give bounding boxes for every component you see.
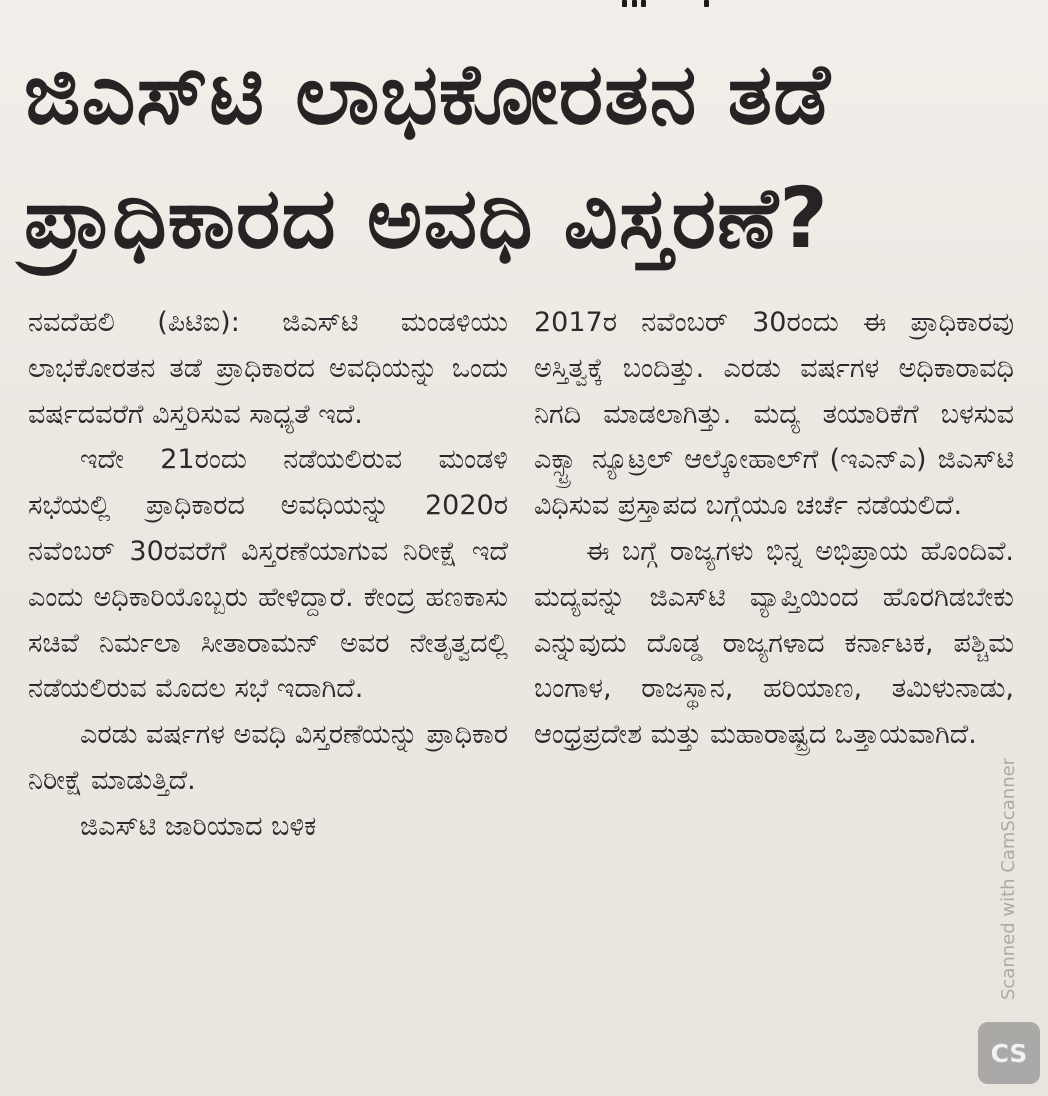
headline-line-2: ಪ್ರಾಧಿಕಾರದ ಅವಧಿ ವಿಸ್ತರಣೆ? xyxy=(24,169,829,267)
article-paragraph: ಎರಡು ವರ್ಷಗಳ ಅವಧಿ ವಿಸ್ತರಣೆಯನ್ನು ಪ್ರಾಧಿಕಾರ ನಿರೀಕ್ಷೆ ಮಾಡುತ್ತಿದೆ. xyxy=(28,719,508,796)
article-left-column xyxy=(28,300,508,850)
article-paragraph: ಇದೇ 21ರಂದು ನಡೆಯಲಿರುವ ಮಂಡಳಿ ಸಭೆಯಲ್ಲಿ ಪ್ರಾಧಿಕಾರದ ಅವಧಿಯನ್ನು 2020ರ ನವೆಂಬರ್ 30ರವರೆಗೆ ವಿಸ್ತರಣೆಯಾಗುವ ನಿರೀಕ್ಷೆ ಇದೆ ಎಂದು ಅಧಿಕಾರಿಯೊಬ್ಬರು ಹೇಳಿದ್ದಾರೆ. ಕೇಂದ್ರ ಹಣಕಾಸು ಸಚಿವೆ ನಿರ್ಮಲಾ ಸೀತಾರಾಮನ್ ಅವರ ನೇತೃತ್ವದಲ್ಲಿ ನಡೆಯಲಿರುವ ಮೊದಲ ಸಭೆ ಇದಾಗಿದೆ. xyxy=(28,444,508,705)
article-paragraph: 2017ರ ನವೆಂಬರ್ 30ರಂದು ಈ ಪ್ರಾಧಿಕಾರವು ಅಸ್ತಿತ್ವಕ್ಕೆ ಬಂದಿತ್ತು. ಎರಡು ವರ್ಷಗಳ ಅಧಿಕಾರಾವಧಿ ನಿಗದಿ ಮಾಡಲಾಗಿತ್ತು. ಮದ್ಯ ತಯಾರಿಕೆಗೆ ಬಳಸುವ ಎಕ್ಸ್ಟ್ರಾ ನ್ಯೂಟ್ರಲ್ ಆಲ್ಕೋಹಾಲ್‌ಗೆ (ಇಎನ್‌ಎ) ಜಿಎಸ್‌ಟಿ ವಿಧಿಸುವ ಪ್ರಸ್ತಾಪದ ಬಗ್ಗೆಯೂ ಚರ್ಚೆ ನಡೆಯಲಿದೆ. xyxy=(534,307,1014,522)
news-article xyxy=(28,300,1018,1070)
camscanner-logo-icon: CS xyxy=(978,1022,1040,1084)
article-paragraph: ನವದೆಹಲಿ (ಪಿಟಿಐ): ಜಿಎಸ್‌ಟಿ ಮಂಡಳಿಯು ಲಾಭಕೋರತನ ತಡೆ ಪ್ರಾಧಿಕಾರದ ಅವಧಿಯನ್ನು ಒಂದು ವರ್ಷದವರೆಗೆ ವಿಸ್ತರಿಸುವ ಸಾಧ್ಯತೆ ಇದೆ. xyxy=(28,307,508,430)
top-print-mark xyxy=(610,0,720,8)
watermark-text: Scanned with CamScanner xyxy=(998,757,1019,1000)
scanner-watermark xyxy=(992,757,1026,1000)
article-paragraph: ಜಿಎಸ್‌ಟಿ ಜಾರಿಯಾದ ಬಳಿಕ xyxy=(80,810,317,842)
article-paragraph: ಈ ಬಗ್ಗೆ ರಾಜ್ಯಗಳು ಭಿನ್ನ ಅಭಿಪ್ರಾಯ ಹೊಂದಿವೆ. ಮದ್ಯವನ್ನು ಜಿಎಸ್‌ಟಿ ವ್ಯಾಪ್ತಿಯಿಂದ ಹೊರಗಿಡಬೇಕು ಎನ್ನುವುದು ದೊಡ್ಡ ರಾಜ್ಯಗಳಾದ ಕರ್ನಾಟಕ, ಪಶ್ಚಿಮ ಬಂಗಾಳ, ರಾಜಸ್ಥಾನ, ಹರಿಯಾಣ, ತಮಿಳುನಾಡು, ಆಂಧ್ರಪ್ರದೇಶ ಮತ್ತು ಮಹಾರಾಷ್ಟ್ರದ ಒತ್ತಾಯವಾಗಿದೆ. xyxy=(534,535,1014,751)
headline-line-1: ಜಿಎಸ್‌ಟಿ ಲಾಭಕೋರತನ ತಡೆ xyxy=(24,45,831,143)
article-right-column xyxy=(534,300,1014,758)
headline xyxy=(24,32,1014,280)
